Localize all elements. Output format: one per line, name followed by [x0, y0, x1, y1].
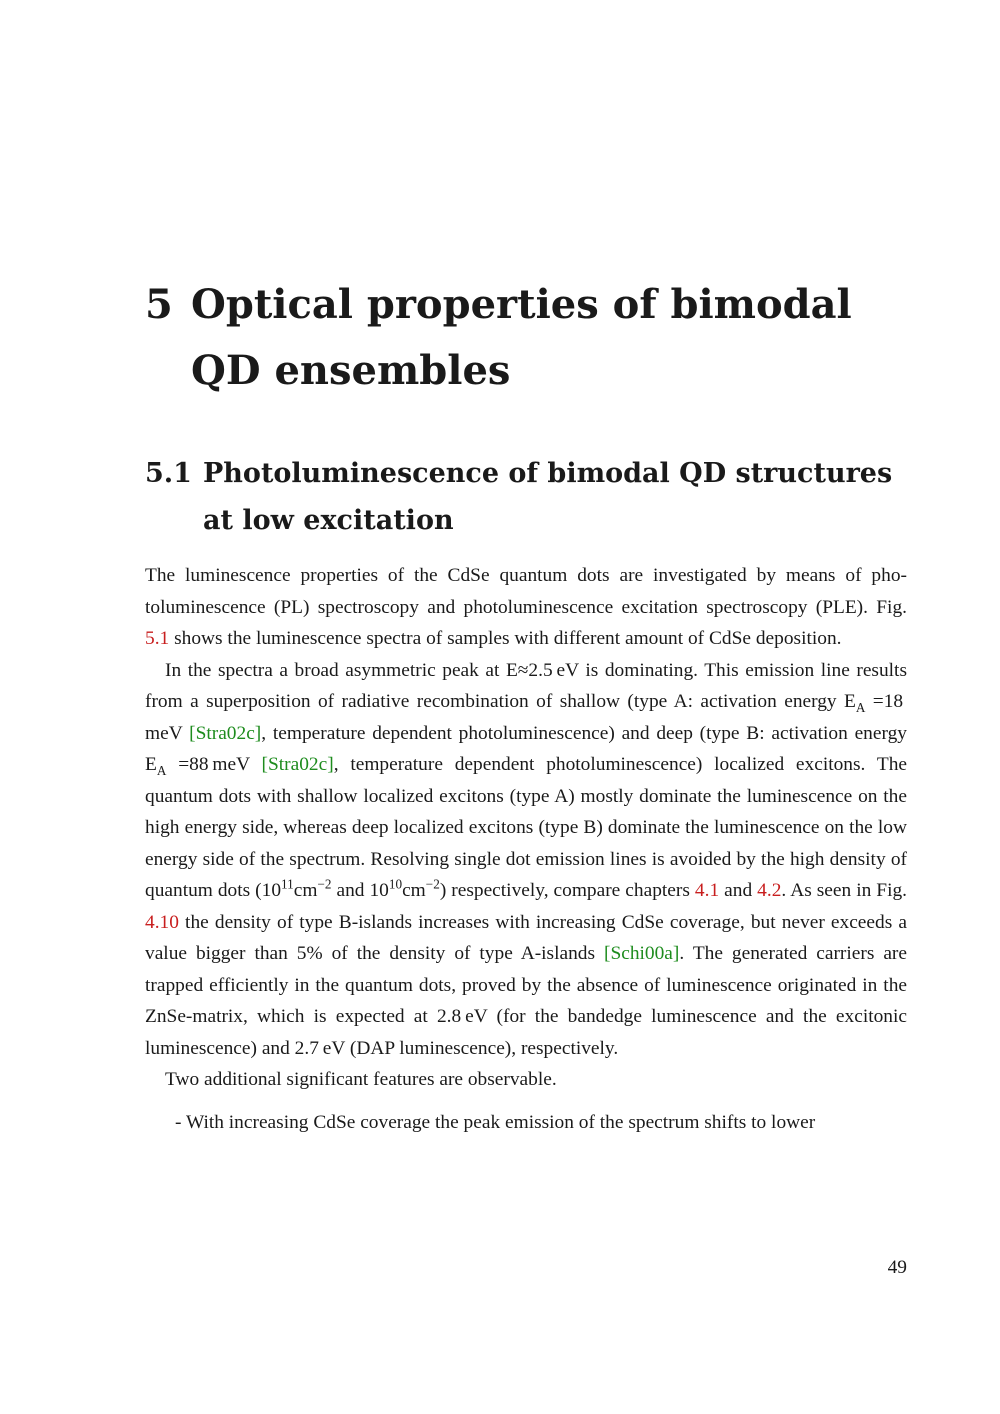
figure-ref-4-10[interactable]: 4.10	[145, 911, 179, 933]
paragraph-3: Two additional significant features are observable.	[165, 1069, 557, 1090]
text-run: and	[719, 880, 758, 901]
text-run: =88 meV	[166, 754, 262, 775]
section-title: Photoluminescence of bimodal QD structures at low excitation	[203, 458, 893, 536]
text-run: the density of type B-islands increases with increasing CdSe coverage, but never exceeds a value bigger than 5% of the density of type A-islands	[145, 911, 907, 964]
text-run: ) respectively, compare chapters	[439, 880, 695, 901]
subscript: A	[156, 762, 167, 778]
superscript: −2	[425, 876, 440, 892]
list-item: - With increasing CdSe coverage the peak emission of the spectrum shifts to lower	[175, 1111, 816, 1133]
text-run: , temperature dependent photoluminescence) and deep (type B: activation energy E	[145, 722, 907, 775]
chapter-heading	[145, 272, 905, 404]
chapter-number: 5	[145, 281, 173, 328]
text-run: cm	[402, 880, 426, 901]
page-number: 49	[887, 1257, 907, 1278]
paragraph-1	[145, 560, 907, 655]
figure-ref-5-1[interactable]: 5.1	[145, 628, 170, 649]
superscript: 10	[388, 876, 403, 892]
superscript: −2	[317, 876, 332, 892]
text-run: In the spectra a broad asymmetric peak at E≈2.5 eV is dominating. This emission line results from a superposition of radiative recombination of shallow (type A: activation energy E	[145, 659, 907, 712]
section-heading	[145, 450, 905, 544]
text-run: . As seen in Fig.	[781, 880, 908, 901]
chapter-ref-4-1[interactable]: 4.1	[694, 880, 720, 901]
citation-schi00a[interactable]: [Schi00a]	[603, 943, 680, 964]
text-run: and 10	[331, 880, 389, 901]
text-run: shows the luminescence spectra of samples with different amount of CdSe deposition.	[169, 628, 842, 649]
feature-list	[145, 1107, 907, 1139]
text-run: cm	[293, 880, 318, 901]
text-run: The luminescence properties of the CdSe quantum dots are investigated by means of photoluminescence (PL) spectroscopy and photoluminescence excitation spectroscopy (PLE). Fig.	[145, 565, 907, 618]
chapter-ref-4-2[interactable]: 4.2	[757, 880, 782, 901]
citation-stra02c[interactable]: [Stra02c]	[189, 722, 262, 744]
text-run: . The generated carriers are trapped efficiently in the quantum dots, proved by the absence of luminescence originated in the ZnSe-matrix, which is expected at 2.8 eV (for the bandedge luminescence and the excitonic luminescence) and 2.7 eV (DAP luminescence), respectively.	[145, 943, 907, 1059]
paragraph-2	[145, 655, 907, 1065]
text-run: , temperature dependent photoluminescence) localized excitons. The quantum dots with shallow localized excitons (type A) mostly dominate the luminescence on the high energy side, whereas deep localized excitons (type B) dominate the luminescence on the low energy side of the spectrum. Resolving single dot emission lines is avoided by the high density of quantum dots (10	[145, 754, 907, 901]
body-text	[145, 560, 907, 1138]
citation-stra02c[interactable]: [Stra02c]	[261, 754, 334, 775]
chapter-title: Optical properties of bimodal QD ensembles	[191, 281, 852, 394]
section-number: 5.1	[145, 458, 192, 489]
subscript: A	[855, 699, 866, 715]
superscript: 11	[281, 876, 294, 892]
text-run: =18 meV	[145, 691, 907, 744]
